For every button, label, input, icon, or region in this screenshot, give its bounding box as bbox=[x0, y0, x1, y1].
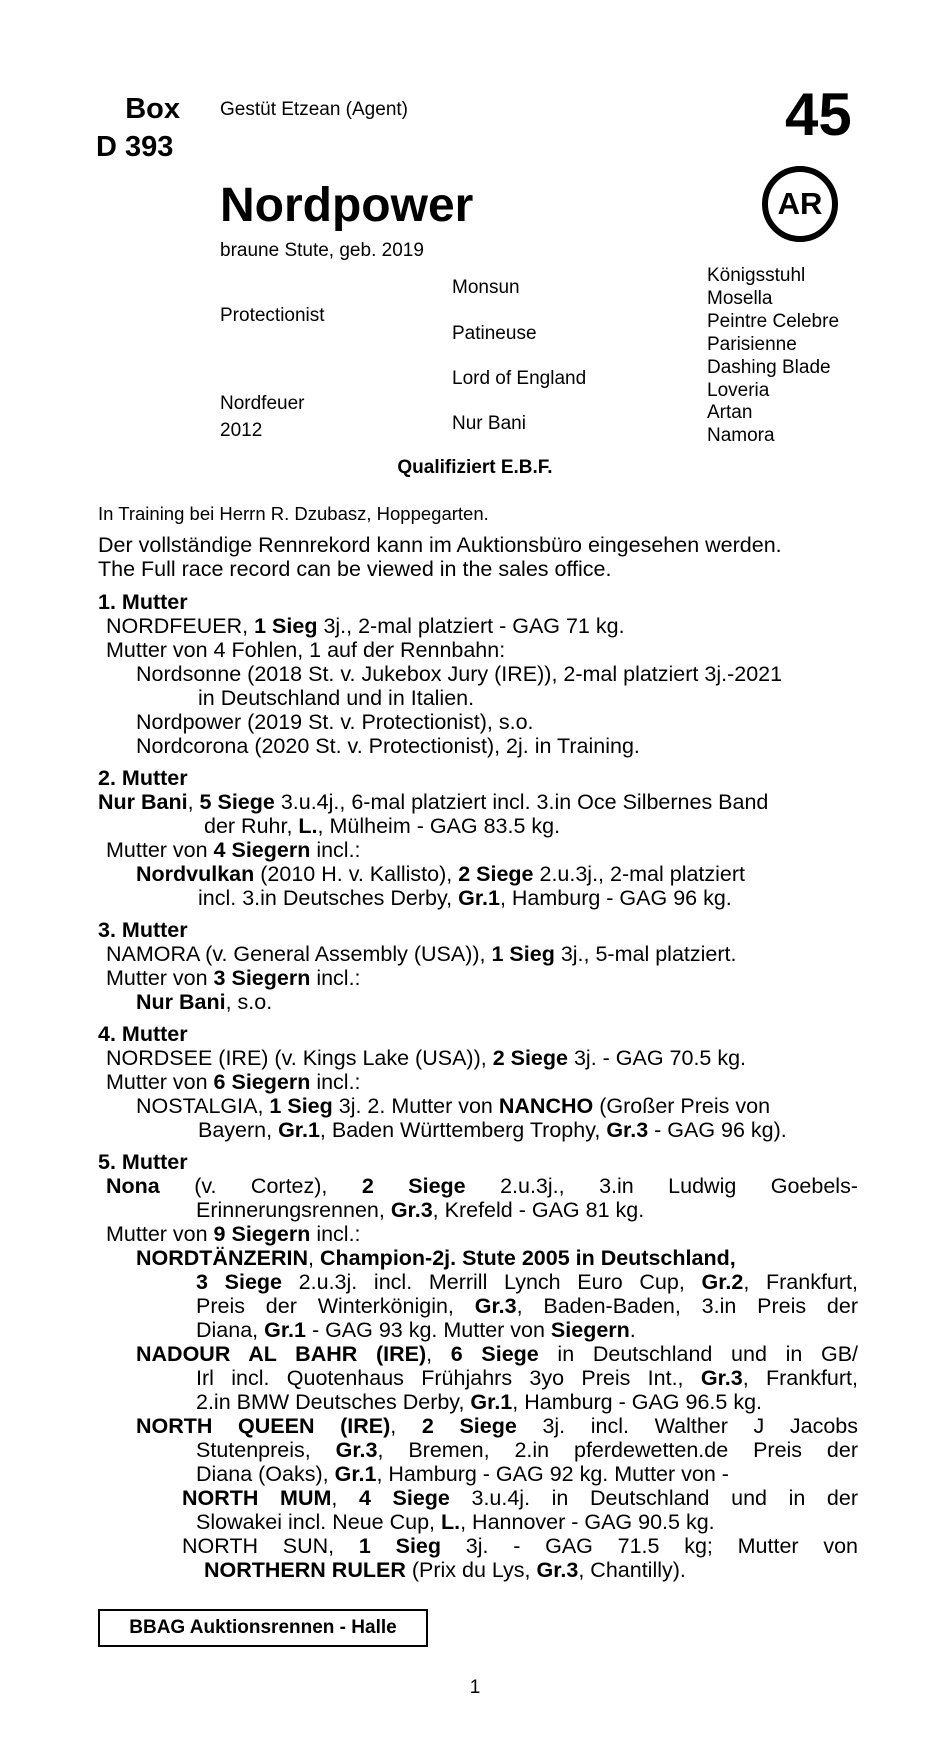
dam3-heading: 3. Mutter bbox=[98, 918, 188, 942]
dam1-produce: Mutter von 4 Fohlen, 1 auf der Rennbahn: bbox=[106, 638, 506, 662]
dam5-foal-2-line1: NADOUR AL BAHR (IRE), 6 Siege in Deutschland und in GB/ bbox=[136, 1342, 859, 1366]
dam5-foal-1-line3: Preis der Winterkönigin, Gr.3, Baden-Baden, 3.in Preis der bbox=[196, 1294, 859, 1318]
dam4-line: NORDSEE (IRE) (v. Kings Lake (USA)), 2 Siege 3j. - GAG 70.5 kg. bbox=[106, 1046, 747, 1070]
dam5-grandfoal-north-mum bbox=[98, 1486, 858, 1534]
dam3-produce: Mutter von 3 Siegern incl.: bbox=[106, 966, 361, 990]
dam5-foal-nordtaenzerin bbox=[98, 1246, 858, 1342]
pedigree-ggp-1: Königsstuhl bbox=[707, 265, 806, 286]
dam2-produce: Mutter von 4 Siegern incl.: bbox=[106, 838, 361, 862]
pedigree-gp-3: Lord of England bbox=[452, 368, 587, 389]
pedigree-dam: Nordfeuer bbox=[220, 393, 305, 414]
dam5-line: Nona (v. Cortez), 2 Siege 2.u.3j., 3.in Ludwig Goebels- bbox=[106, 1174, 858, 1198]
race-record-de: Der vollständige Rennrekord kann im Auktionsbüro eingesehen werden. bbox=[98, 533, 782, 557]
pedigree-gp-2: Patineuse bbox=[452, 323, 537, 344]
ar-badge-text: AR bbox=[777, 186, 823, 221]
dam2-foal: Nordvulkan (2010 H. v. Kallisto), 2 Siege 2.u.3j., 2-mal platziert bbox=[136, 862, 746, 886]
ar-badge bbox=[762, 166, 838, 242]
dam4-heading: 4. Mutter bbox=[98, 1022, 188, 1046]
box-number: D 393 bbox=[96, 131, 174, 163]
box-label: Box bbox=[125, 93, 180, 125]
training-note: In Training bei Herrn R. Dzubasz, Hoppegarten. bbox=[98, 503, 489, 524]
dam5-foal-3-line3: Diana (Oaks), Gr.1, Hamburg - GAG 92 kg. Mutter von - bbox=[196, 1462, 729, 1486]
race-record-note bbox=[98, 533, 858, 581]
pedigree-ggp-6: Loveria bbox=[707, 380, 770, 401]
pedigree-ggp-8: Namora bbox=[707, 425, 775, 446]
produce-record bbox=[98, 590, 858, 1582]
dam1-heading: 1. Mutter bbox=[98, 590, 188, 614]
seller: Gestüt Etzean (Agent) bbox=[220, 99, 408, 120]
dam5-foal-3-line2: Stutenpreis, Gr.3, Bremen, 2.in pferdewetten.de Preis der bbox=[196, 1438, 859, 1462]
pedigree-ggp-2: Mosella bbox=[707, 288, 773, 309]
pedigree-ggp-4: Parisienne bbox=[707, 334, 797, 355]
dam5-grandfoal-1-line2: Slowakei incl. Neue Cup, L., Hannover - GAG 90.5 kg. bbox=[196, 1510, 715, 1534]
dam5-line-cont: Erinnerungsrennen, Gr.3, Krefeld - GAG 81 kg. bbox=[196, 1198, 645, 1222]
dam3-foal: Nur Bani, s.o. bbox=[136, 990, 273, 1014]
pedigree-gp-4: Nur Bani bbox=[452, 413, 526, 434]
page-number: 1 bbox=[469, 1677, 481, 1698]
pedigree-dam-year: 2012 bbox=[220, 420, 263, 441]
dam5-produce: Mutter von 9 Siegern incl.: bbox=[106, 1222, 361, 1246]
pedigree-sire: Protectionist bbox=[220, 305, 325, 326]
dam5-heading: 5. Mutter bbox=[98, 1150, 188, 1174]
dam1-line: NORDFEUER, 1 Sieg 3j., 2-mal platziert - GAG 71 kg. bbox=[106, 614, 625, 638]
dam4-foal-cont: Bayern, Gr.1, Baden Württemberg Trophy, Gr.3 - GAG 96 kg). bbox=[198, 1118, 787, 1142]
pedigree-ggp-3: Peintre Celebre bbox=[707, 311, 840, 332]
dam5-foal-2-line3: 2.in BMW Deutsches Derby, Gr.1, Hamburg - GAG 96.5 kg. bbox=[196, 1390, 763, 1414]
dam5-foal-north-queen bbox=[98, 1414, 858, 1486]
dam2-foal-cont: incl. 3.in Deutsches Derby, Gr.1, Hamburg - GAG 96 kg. bbox=[198, 886, 732, 910]
dam4-foal: NOSTALGIA, 1 Sieg 3j. 2. Mutter von NANCHO (Großer Preis von bbox=[136, 1094, 771, 1118]
dam3-line: NAMORA (v. General Assembly (USA)), 1 Sieg 3j., 5-mal platziert. bbox=[106, 942, 737, 966]
dam5-foal-2-line2: Irl incl. Quotenhaus Frühjahrs 3yo Preis Int., Gr.3, Frankfurt, bbox=[196, 1366, 858, 1390]
auction-race-box bbox=[98, 1609, 428, 1647]
dam5-grandfoal-1-line1: NORTH MUM, 4 Siege 3.u.4j. in Deutschland und in der bbox=[182, 1486, 858, 1510]
dam5-foal-3-line1: NORTH QUEEN (IRE), 2 Siege 3j. incl. Walther J Jacobs bbox=[136, 1414, 858, 1438]
horse-description: braune Stute, geb. 2019 bbox=[220, 240, 424, 261]
pedigree-ggp-5: Dashing Blade bbox=[707, 357, 831, 378]
dam2-heading: 2. Mutter bbox=[98, 766, 188, 790]
dam1-foal-2: Nordpower (2019 St. v. Protectionist), s.o. bbox=[136, 710, 534, 734]
pedigree-gp-1: Monsun bbox=[452, 277, 520, 298]
dam4-produce: Mutter von 6 Siegern incl.: bbox=[106, 1070, 361, 1094]
lot-number: 45 bbox=[785, 81, 852, 148]
dam5-grandfoal-north-sun bbox=[98, 1534, 858, 1582]
pedigree-ggp-7: Artan bbox=[707, 402, 753, 423]
dam2-line: Nur Bani, 5 Siege 3.u.4j., 6-mal platziert incl. 3.in Oce Silbernes Band bbox=[98, 790, 769, 814]
race-record-en: The Full race record can be viewed in the sales office. bbox=[98, 557, 612, 581]
dam5-foal-1-line2: 3 Siege 2.u.3j. incl. Merrill Lynch Euro Cup, Gr.2, Frankfurt, bbox=[196, 1270, 858, 1294]
dam5-grandfoal-2-line1: NORTH SUN, 1 Sieg 3j. - GAG 71.5 kg; Mutter von bbox=[182, 1534, 858, 1558]
dam1-foal-3: Nordcorona (2020 St. v. Protectionist), 2j. in Training. bbox=[136, 734, 640, 758]
dam5-foal-1-line1: NORDTÄNZERIN, Champion-2j. Stute 2005 in Deutschland, bbox=[136, 1246, 736, 1270]
dam1-foal-1-cont: in Deutschland und in Italien. bbox=[198, 686, 475, 710]
dam5-grandfoal-2-line2: NORTHERN RULER (Prix du Lys, Gr.3, Chantilly). bbox=[204, 1558, 686, 1582]
auction-race-label: BBAG Auktionsrennen - Halle bbox=[129, 1617, 397, 1638]
horse-name: Nordpower bbox=[220, 179, 474, 232]
qualification: Qualifiziert E.B.F. bbox=[397, 457, 553, 478]
dam5-foal-1-line4: Diana, Gr.1 - GAG 93 kg. Mutter von Siegern. bbox=[196, 1318, 636, 1342]
dam2-line-cont: der Ruhr, L., Mülheim - GAG 83.5 kg. bbox=[204, 814, 561, 838]
dam1-foal-1: Nordsonne (2018 St. v. Jukebox Jury (IRE)), 2-mal platziert 3j.-2021 bbox=[136, 662, 783, 686]
dam5-foal-nadour bbox=[98, 1342, 858, 1414]
